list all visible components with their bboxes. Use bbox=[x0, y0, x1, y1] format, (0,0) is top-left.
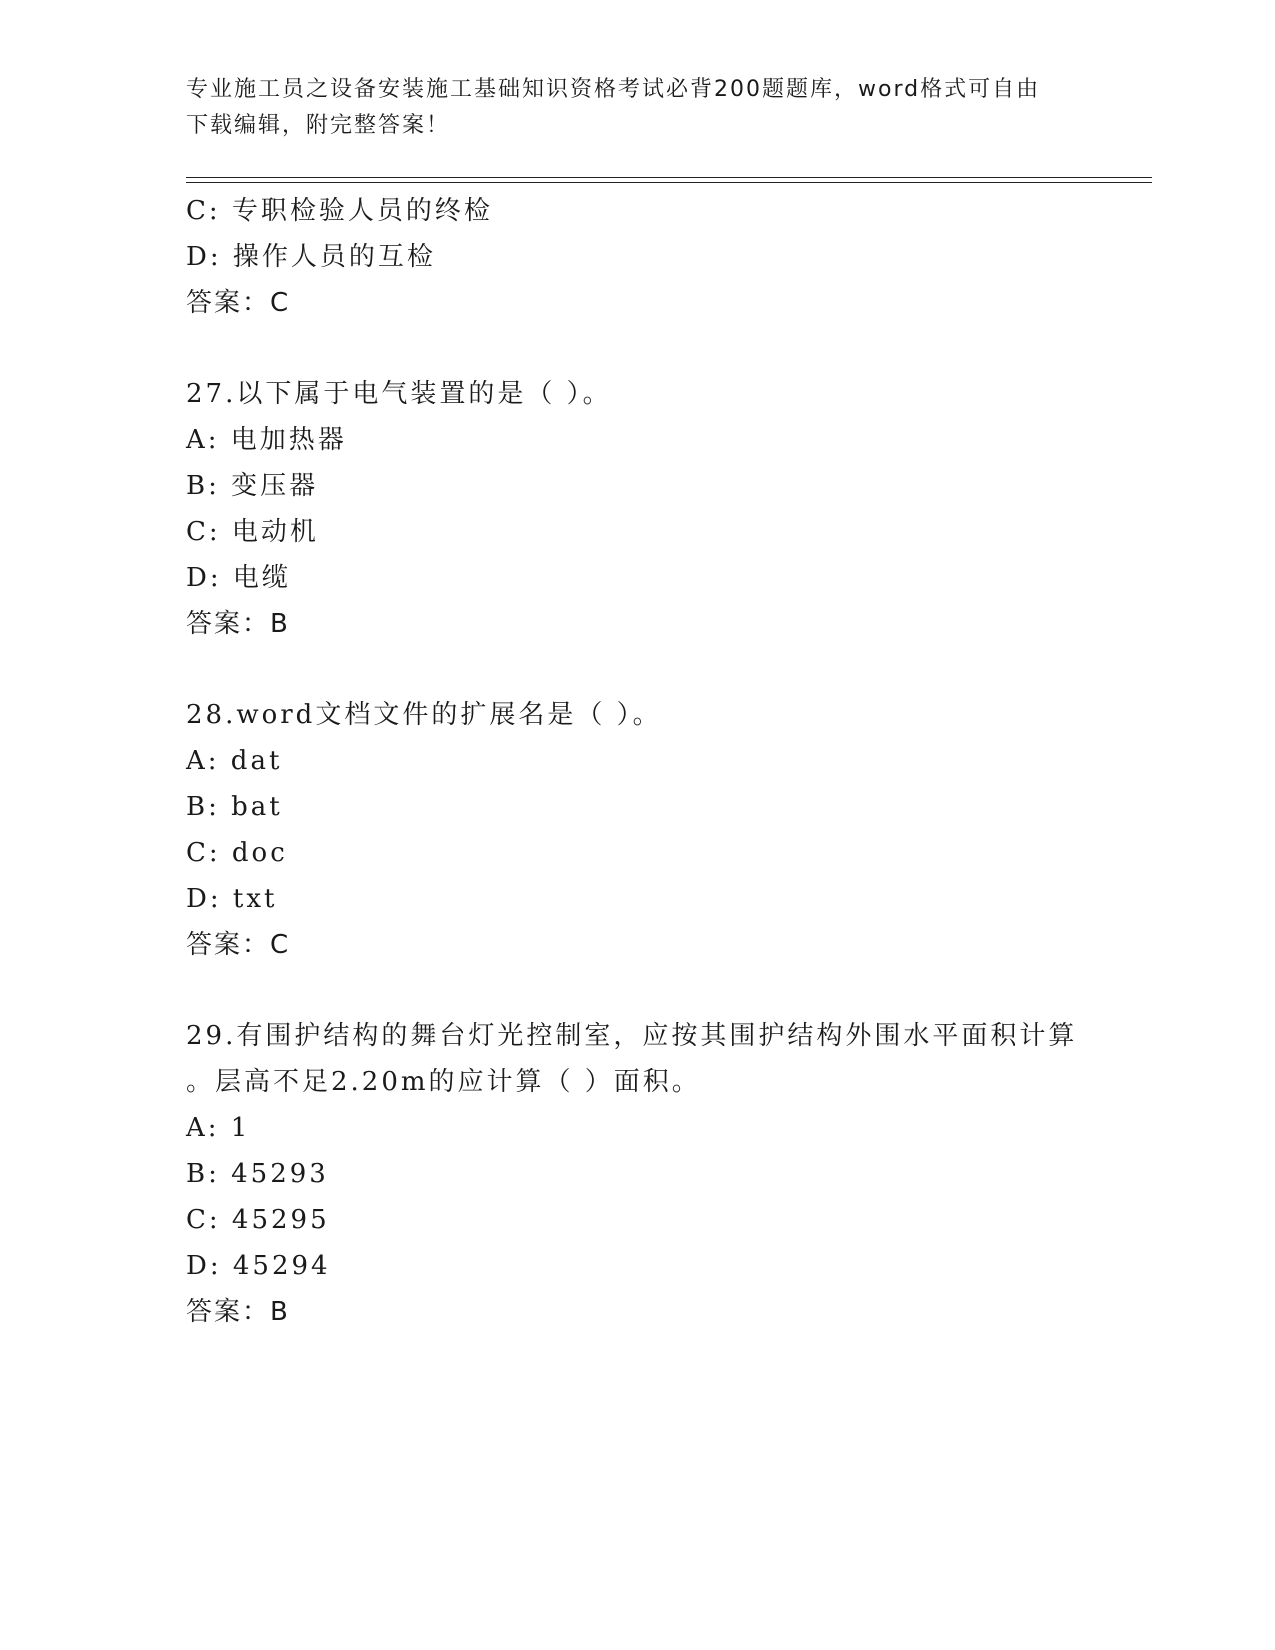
header-rule-top bbox=[186, 177, 1152, 178]
question-27 bbox=[186, 371, 1146, 647]
question-28 bbox=[186, 692, 1146, 968]
option-c: C: 专职检验人员的终检 bbox=[186, 196, 493, 226]
option-c: C: doc bbox=[186, 838, 288, 868]
question-26-tail bbox=[186, 188, 1146, 326]
header-rule-bottom bbox=[186, 182, 1152, 183]
answer: 答案：B bbox=[186, 609, 290, 639]
option-c: C: 电动机 bbox=[186, 517, 319, 547]
option-a: A: 1 bbox=[186, 1113, 251, 1143]
question-stem: 27.以下属于电气装置的是（ ）。 bbox=[186, 379, 612, 409]
spacer bbox=[186, 326, 1146, 371]
option-d: D: 操作人员的互检 bbox=[186, 242, 436, 272]
option-d: D: 电缆 bbox=[186, 563, 291, 593]
document-header bbox=[186, 72, 1066, 144]
option-a: A: dat bbox=[186, 746, 283, 776]
spacer bbox=[186, 968, 1146, 1013]
question-29 bbox=[186, 1013, 1146, 1335]
answer: 答案：C bbox=[186, 288, 291, 318]
option-a: A: 电加热器 bbox=[186, 425, 347, 455]
option-b: B: 45293 bbox=[186, 1159, 329, 1189]
header-line-1: 专业施工员之设备安装施工基础知识资格考试必背200题题库，word格式可自由 bbox=[186, 77, 1041, 102]
answer: 答案：B bbox=[186, 1297, 290, 1327]
question-stem-line-2: 。层高不足2.20m的应计算（ ）面积。 bbox=[186, 1067, 701, 1097]
option-d: D: txt bbox=[186, 884, 278, 914]
question-stem: 28.word文档文件的扩展名是（ ）。 bbox=[186, 700, 662, 730]
header-line-2: 下载编辑，附完整答案！ bbox=[186, 113, 451, 138]
option-b: B: bat bbox=[186, 792, 283, 822]
option-c: C: 45295 bbox=[186, 1205, 330, 1235]
option-b: B: 变压器 bbox=[186, 471, 319, 501]
spacer bbox=[186, 647, 1146, 692]
document-body bbox=[186, 188, 1146, 1335]
answer: 答案：C bbox=[186, 930, 291, 960]
question-stem-line-1: 29.有围护结构的舞台灯光控制室，应按其围护结构外围水平面积计算 bbox=[186, 1021, 1078, 1051]
option-d: D: 45294 bbox=[186, 1251, 331, 1281]
